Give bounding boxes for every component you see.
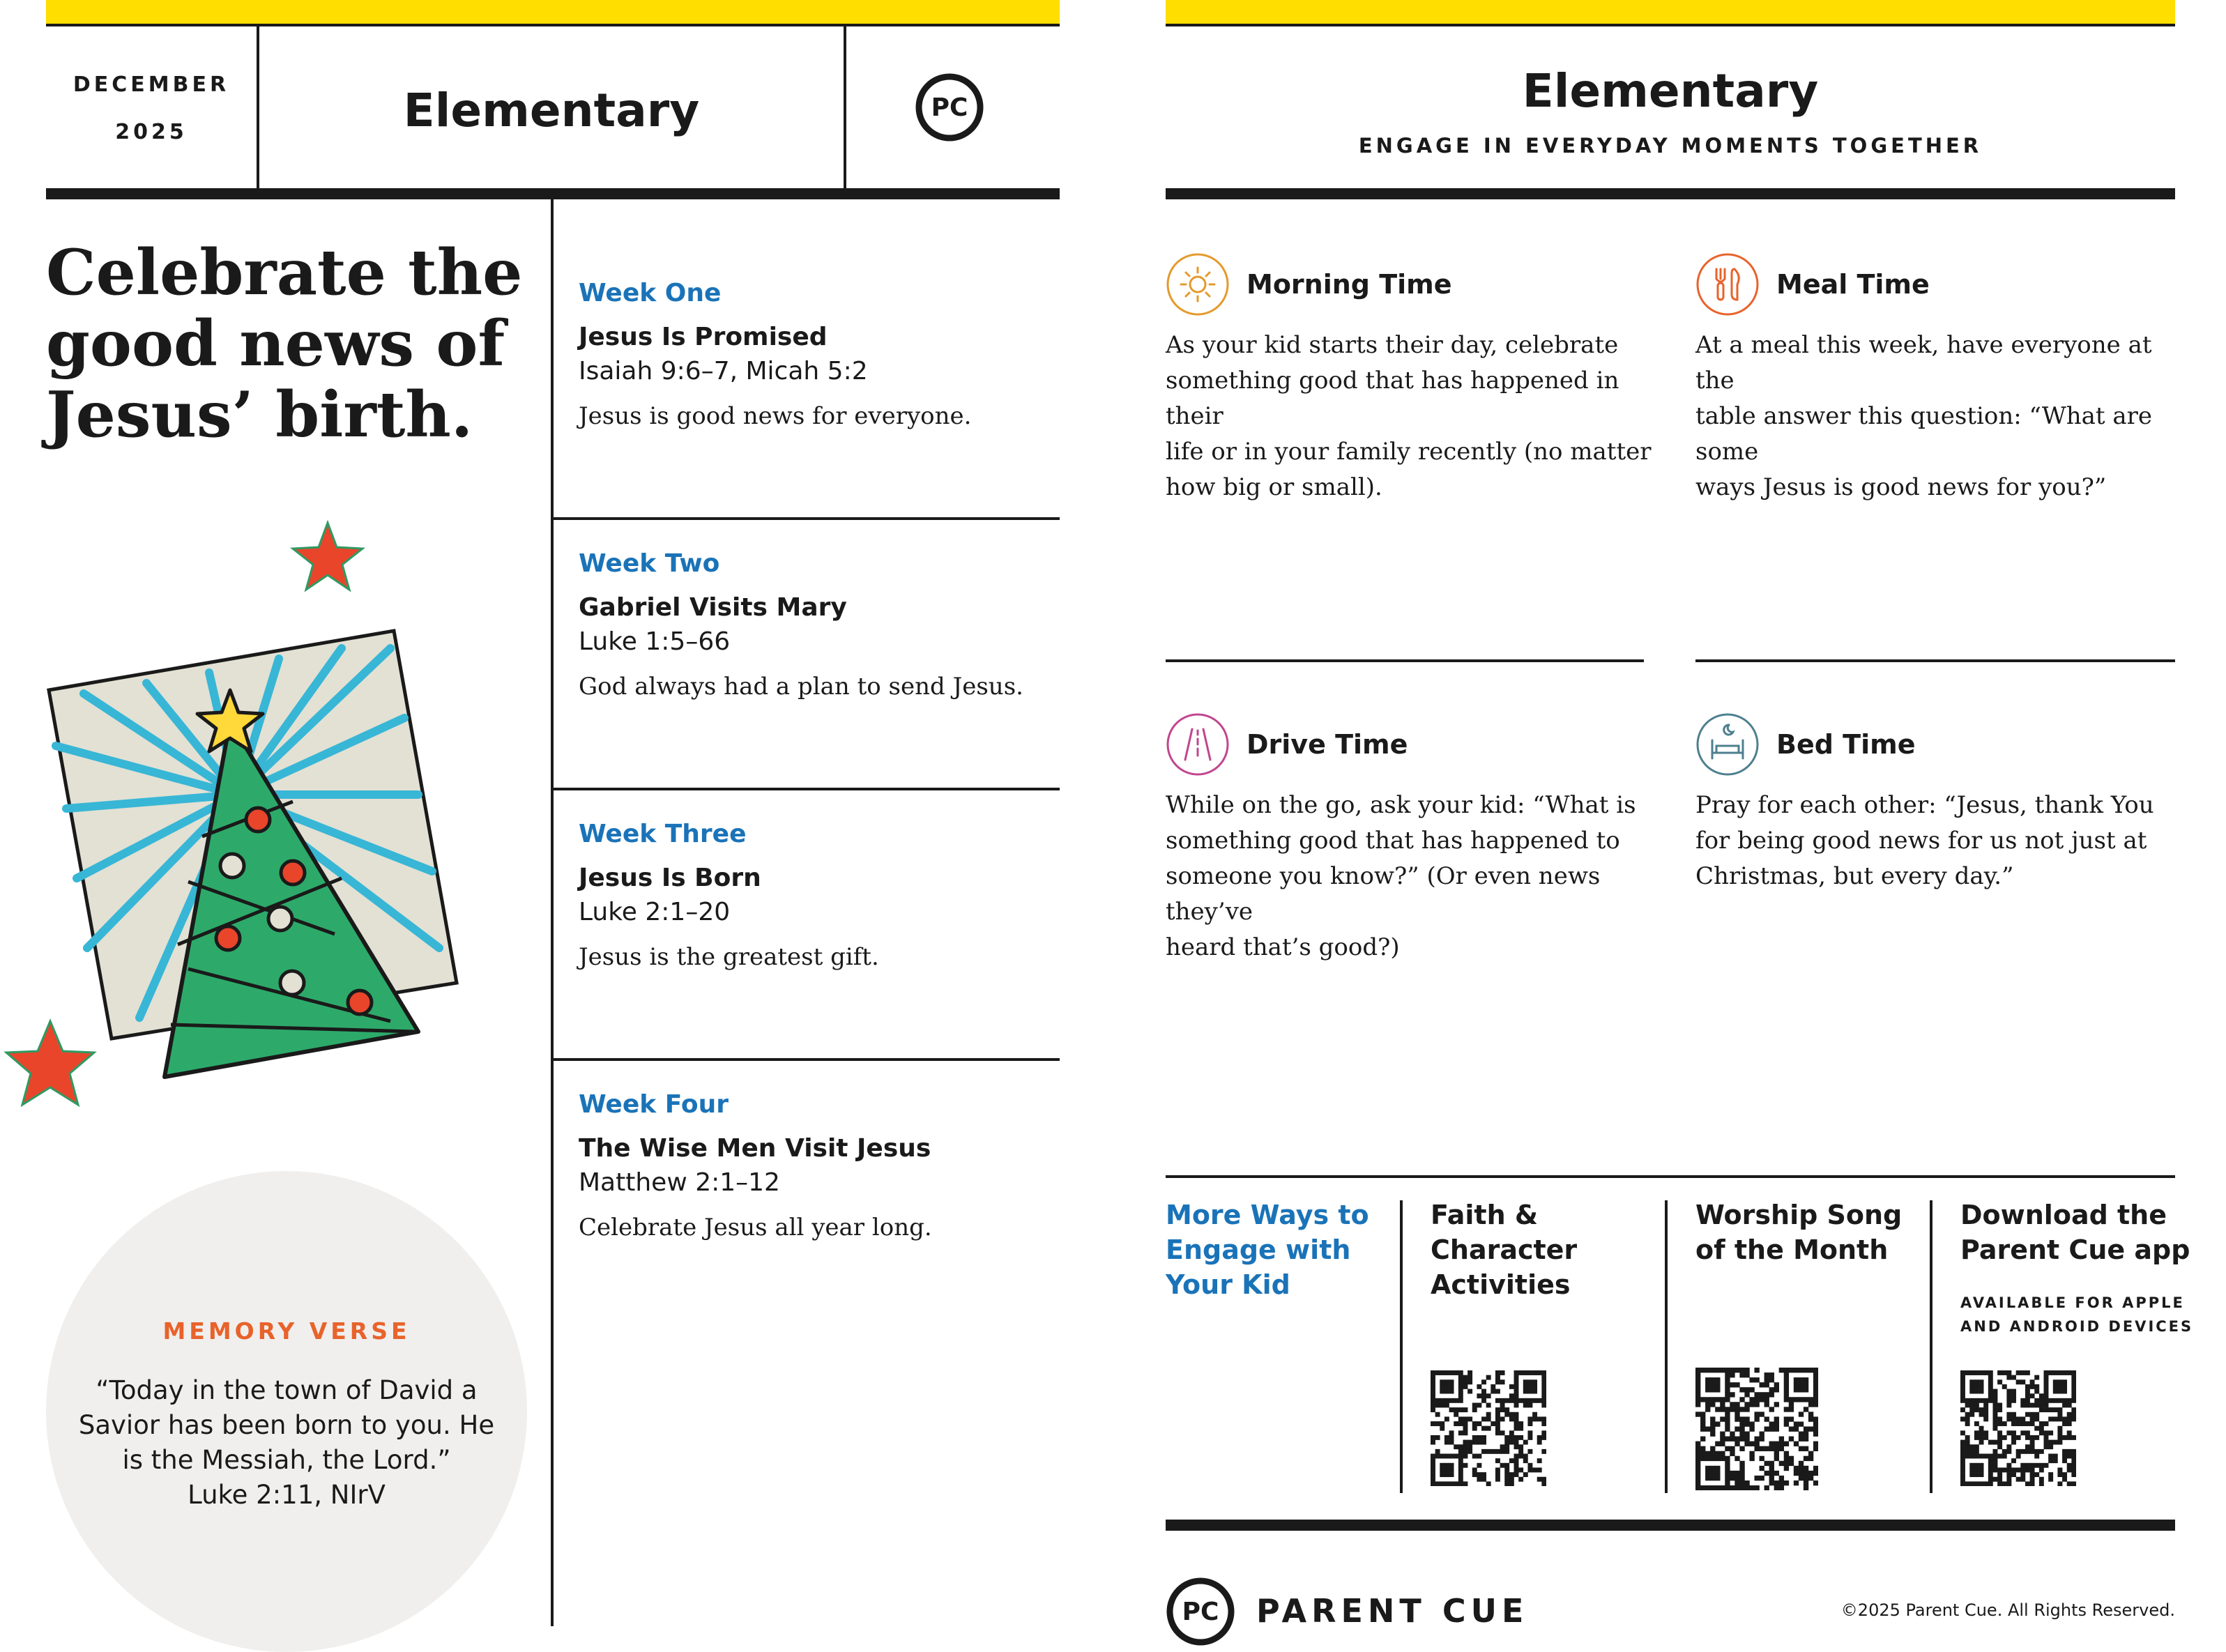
meal-time-line-3: ways Jesus is good news for you?”: [1695, 473, 2107, 501]
activity-divider-right: [1695, 659, 2175, 662]
footer-copyright: ©2025 Parent Cue. All Rights Reserved.: [1840, 1600, 2175, 1620]
drive-time-line-3: someone you know?” (Or even news they’ve: [1166, 862, 1601, 926]
week-three-summary: Jesus is the greatest gift.: [579, 943, 879, 971]
faith-title-line-1: Faith &: [1431, 1200, 1538, 1230]
week-one: [579, 279, 1053, 430]
right-title: Elementary: [1522, 64, 1819, 118]
bed-time-line-1: Pray for each other: “Jesus, thank You: [1695, 791, 2154, 819]
right-header-top-line: [1166, 24, 2175, 26]
week-three-title: Week Three: [579, 820, 747, 848]
morning-time-line-2: something good that has happened in their: [1166, 367, 1619, 430]
header-year: 2025: [115, 120, 188, 144]
faith-activities-qr-code[interactable]: [1431, 1370, 1546, 1486]
meal-time-line-1: At a meal this week, have everyone at the: [1695, 331, 2152, 395]
morning-time-text: [1166, 328, 1654, 505]
download-title-line-1: Download the: [1960, 1200, 2167, 1230]
week-four-reference: Matthew 2:1–12: [579, 1168, 780, 1197]
headline-line-2: good news of: [46, 307, 505, 381]
header-title: Elementary: [403, 84, 700, 137]
week-one-summary: Jesus is good news for everyone.: [579, 402, 972, 430]
footer-parent-cue-logo: [1166, 1577, 1235, 1646]
week-one-reference: Isaiah 9:6–7, Micah 5:2: [579, 357, 868, 385]
week-three: [579, 820, 1053, 971]
fork-knife-icon: [1695, 252, 1760, 316]
week-four-summary: Celebrate Jesus all year long.: [579, 1214, 932, 1241]
bed-time-text: [1695, 788, 2183, 894]
right-subtitle: ENGAGE IN EVERYDAY MOMENTS TOGETHER: [1358, 134, 1983, 158]
week-one-title: Week One: [579, 279, 722, 307]
download-title-line-2: Parent Cue app: [1960, 1234, 2190, 1265]
parent-cue-app-qr-code[interactable]: [1960, 1370, 2076, 1486]
morning-time-line-4: how big or small).: [1166, 473, 1382, 501]
week-two-title: Week Two: [579, 549, 720, 578]
meal-time-text: [1695, 328, 2183, 505]
download-note-line-1: AVAILABLE FOR APPLE: [1960, 1294, 2185, 1311]
footer-top-line: [1166, 1520, 2175, 1531]
road-icon: [1166, 712, 1230, 777]
bed-moon-icon: [1695, 712, 1760, 777]
week-two-lesson: Gabriel Visits Mary: [579, 593, 847, 622]
parent-cue-logo: [915, 72, 984, 142]
headline: [46, 237, 522, 450]
right-header-bottom-line: [1166, 188, 2175, 199]
svg-text:PC: PC: [1182, 1598, 1219, 1626]
memory-verse-line-2: Savior has been born to you. He: [78, 1410, 495, 1440]
bed-time-line-3: Christmas, but every day.”: [1695, 862, 2014, 890]
more-ways-heading-line-1: More Ways to: [1166, 1200, 1369, 1230]
more-ways-heading: [1166, 1198, 1369, 1302]
more-ways-top-line: [1166, 1175, 2175, 1178]
bed-time-title: Bed Time: [1776, 729, 1916, 760]
left-header-bottom-line: [46, 188, 1060, 199]
meal-time-title: Meal Time: [1776, 269, 1930, 300]
faith-character-activities-title: [1431, 1198, 1577, 1302]
drive-time-line-2: something good that has happened to: [1166, 827, 1620, 855]
week-four-lesson: The Wise Men Visit Jesus: [579, 1134, 931, 1163]
week-divider-1: [551, 517, 1060, 520]
drive-time-line-4: heard that’s good?): [1166, 933, 1400, 961]
activity-divider-left: [1166, 659, 1644, 662]
more-ways-heading-line-3: Your Kid: [1166, 1269, 1290, 1300]
morning-time-line-3: life or in your family recently (no matter: [1166, 438, 1652, 466]
memory-verse-line-1: “Today in the town of David a: [96, 1375, 478, 1405]
download-app-title: [1960, 1198, 2190, 1267]
memory-verse-reference: Luke 2:11, NIrV: [188, 1480, 386, 1510]
faith-title-line-2: Character: [1431, 1234, 1578, 1265]
memory-verse-text: [60, 1373, 513, 1513]
more-ways-heading-line-2: Engage with: [1166, 1234, 1351, 1265]
weeks-column-divider: [551, 199, 554, 1626]
christmas-tree-illustration: [0, 516, 474, 1129]
more-ways-divider-3: [1930, 1200, 1932, 1493]
more-ways-divider-1: [1400, 1200, 1403, 1493]
worship-title-line-1: Worship Song: [1695, 1200, 1903, 1230]
right-top-yellow-bar: [1166, 0, 2175, 24]
bed-time-line-2: for being good news for us not just at: [1695, 827, 2147, 855]
header-divider-2: [844, 24, 846, 188]
week-one-lesson: Jesus Is Promised: [579, 323, 828, 351]
headline-line-3: Jesus’ birth.: [46, 378, 473, 452]
morning-time-title: Morning Time: [1247, 269, 1452, 300]
more-ways-divider-2: [1665, 1200, 1668, 1493]
week-divider-3: [551, 1058, 1060, 1061]
week-two-summary: God always had a plan to send Jesus.: [579, 673, 1023, 701]
memory-verse-label: MEMORY VERSE: [162, 1317, 411, 1345]
morning-time-line-1: As your kid starts their day, celebrate: [1166, 331, 1619, 359]
week-two: [579, 549, 1053, 701]
faith-title-line-3: Activities: [1431, 1269, 1571, 1300]
left-top-yellow-bar: [46, 0, 1060, 24]
week-three-reference: Luke 2:1–20: [579, 898, 731, 926]
week-four: [579, 1090, 1053, 1241]
headline-line-1: Celebrate the: [46, 236, 523, 309]
week-divider-2: [551, 788, 1060, 790]
meal-time-line-2: table answer this question: “What are some: [1695, 402, 2153, 466]
worship-song-title: [1695, 1198, 1902, 1267]
header-month: DECEMBER: [73, 72, 230, 97]
worship-song-qr-code[interactable]: [1695, 1368, 1818, 1490]
drive-time-text: [1166, 788, 1654, 965]
download-app-note: [1960, 1291, 2193, 1338]
week-three-lesson: Jesus Is Born: [579, 864, 761, 892]
star-decoration-large: [6, 1021, 94, 1105]
worship-title-line-2: of the Month: [1695, 1234, 1889, 1265]
left-header-top-line: [46, 24, 1060, 26]
memory-verse-line-3: is the Messiah, the Lord.”: [122, 1445, 451, 1475]
sun-icon: [1166, 252, 1230, 316]
download-note-line-2: AND ANDROID DEVICES: [1960, 1318, 2194, 1335]
footer-brand: PARENT CUE: [1256, 1592, 1529, 1630]
week-two-reference: Luke 1:5–66: [579, 627, 731, 656]
star-decoration-small: [293, 523, 363, 590]
week-four-title: Week Four: [579, 1090, 729, 1119]
svg-text:PC: PC: [931, 93, 968, 122]
drive-time-line-1: While on the go, ask your kid: “What is: [1166, 791, 1636, 819]
drive-time-title: Drive Time: [1247, 729, 1408, 760]
